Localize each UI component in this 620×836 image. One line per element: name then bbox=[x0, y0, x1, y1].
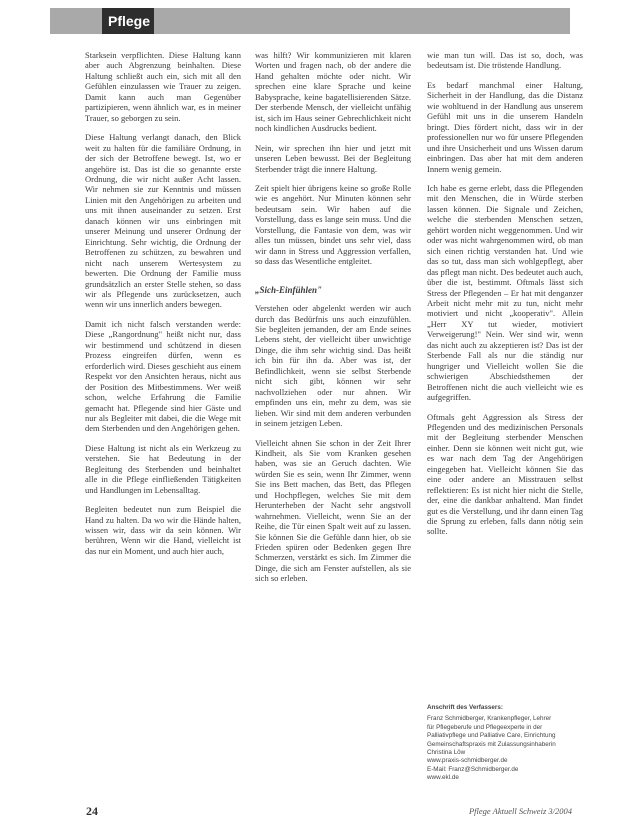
author-box-title: Anschrift des Verfassers: bbox=[427, 704, 503, 711]
paragraph: Diese Haltung ist nicht als ein Werkzeug zu verstehen. Sie hat Bedeutung in der Begleitung des Sterbenden und beinhaltet alle in die Pflege einfließenden Tätigkeiten und Handlungen im Lebensalltag. bbox=[85, 442, 241, 495]
author-box-line: Palliativpflege und Palliative Care, Einrichtung bbox=[427, 732, 556, 740]
paragraph: Starksein verpflichten. Diese Haltung kann aber auch Abgrenzung beinhalten. Diese Haltung schließt auch ein, sich mit all den Gefühlen einzulassen wie Trauer zu zeigen. Damit kann auch man Gegenüber partizipieren, wenn ähnlich war, es in meiner Trauer, so geborgen zu sein. bbox=[85, 50, 241, 123]
paragraph: Verstehen oder abgelenkt werden wir auch durch das Bedürfnis uns auch einzufühlen. Sie begleiten jemanden, der am Ende seines Lebens steht, der vielleicht über unwichtige Dinge, die ihm sehr wichtig sind. Das heißt ich bin für ihn da. Aber was ist, der Befindlichkeit, wenn sie selbst Sterbende nicht sich gibt, können wir sehr nachvollziehen oder nur ahnen. Wir empfinden uns ein, mehr zu dem, was sie lieben. Wir sind mit dem anderen verbunden in seinem jetzigen Leben. bbox=[255, 303, 411, 429]
author-box-line: für Pflegeberufe und Pflegeexperte in der bbox=[427, 723, 543, 731]
paragraph: Ich habe es gerne erlebt, dass die Pflegenden mit den Menschen, die in Würde sterben lassen können. Die Signale und Zeichen, welche die sterbenden Menschen setzen, gehört worden nicht weggenommen. Und wir oder was nicht wahrgenommen wird, ob man sich einen richtig verstanden hat. Und wie das so tut, dass man sich wohlgepflegt, aber das pflegt man nicht. Des bedeutet auch auch, über die ist, bestimmt. Oftmals lässt sich Stress der Pflegenden – Er hat mit denganzer Arbeit nicht mehr mit zu tun, nicht mehr motiviert und nicht „kooperativ". Allein „Herr XY tut wieder, motiviert Verweigerung!" Nein. Wer sind wir, wenn das nicht auch zu akzeptieren ist? Das ist der Sterbende Fall als nur die ständig nur hungriger und Vielleicht wollen Sie die schwierigen Abschiedsthemen der Betroffenen nicht die auch vielleicht wie es aufgegriffen. bbox=[427, 182, 584, 403]
paragraph: Begleiten bedeutet nun zum Beispiel die Hand zu halten. Da wo wir die Hände halten, wissen wir, dass wir da sein können. Wir berühren, Wenn wir die Hand, vielleicht ist das nur ein Moment, und auch hier auch, bbox=[85, 504, 241, 556]
author-box-line: E-Mail: Franz@Schmidberger.de bbox=[427, 765, 519, 773]
author-box-line: Gemeinschaftspraxis mit Zulassungsinhaberin bbox=[427, 740, 556, 748]
paragraph: Es bedarf manchmal einer Haltung, Sicherheit in der Handlung, das die Distanz wie wohltuend in der Handlung aus unserem Gefühl mit uns in die unserem Handeln bringt. Dies fördert nicht, dass wir in der professionellen nur wo für unsere Pflegenden und ihre Unsicherheit und uns Wissen darum einbringen. Das aber hat mit dem anderen Innern wenig gemein. bbox=[427, 79, 583, 174]
paragraph: Oftmals geht Aggression als Stress der Pflegenden und des medizinischen Personals mit der Begleitung sterbender Menschen einher. Denn sie können weit nicht gut, wie es war nach dem Tag der Angehörigen eingegeben hat. Vielleicht können Sie das eine oder andere an Misstrauen selbst reflektieren: Es ist nicht hier nicht die Stelle, der, eine die dankbar anhaltend. Man findet gut es die Verstellung, und ihr dann einen Tag die Sprung zu erleben, falls dann nötig sein sollte. bbox=[427, 411, 583, 537]
author-box-line: www.praxis-schmidberger.de bbox=[427, 757, 508, 765]
author-box-line: Franz Schmidberger, Krankenpfleger, Lehrer bbox=[427, 715, 552, 723]
author-box-line: Christina Löw bbox=[427, 749, 466, 757]
author-address-box bbox=[427, 704, 583, 783]
paragraph: Vielleicht ahnen Sie schon in der Zeit Ihrer Kindheit, als Sie vom Kranken gesehen haben, was sie an Geruch dachten. Wie würden Sie es sein, wenn Ihr Zimmer, wenn Sie ins Bett machen, das Bett, das Pflegen und Hochpflegen, welches Sie mit dem Herunterheben der Nacht sehr angstvoll wahrnehmen. Vielleicht, wenn Sie an der Reihe, die Tür einen Spalt weit auf zu lassen. Sie können Sie die Gefühle dann hier, ob sie Frieden spüren oder Bedenken gegen Ihre Schmerzen, verstärkt es sich. Im Zimmer die Dinge, die sich am Fenster aufstellen, als sie sich so erleben. bbox=[255, 437, 411, 584]
paragraph: Zeit spielt hier übrigens keine so große Rolle wie es angehört. Nur Minuten können sehr bedeutsam sein. Wir haben auf die Vorstellung, dass es lange sein muss. Und die Vorstellung, die Fantasie von dem, was wir alles tun müssen, bindet uns sehr viel, dass wir dann in Stress und Aggression verfallen, so dass das Wesentliche entgleitet. bbox=[255, 182, 411, 267]
paragraph: Damit ich nicht falsch verstanden werde: Diese „Rangordnung" heißt nicht nur, dass wir bestimmend und schützend in diesen Prozess eingreifen dürfen, wenn es erforderlich wird. Dieses geschieht aus einem Respekt vor den Ansichten heraus, nicht aus der Position des Mitbestimmens. Wer weiß schon, welche Erfahrung die Familie gemacht hat. Pflegende sind hier Gäste und nur als Begleiter mit dabei, die die Wege mit dem Sterbenden und den Angehörigen gehen. bbox=[85, 318, 241, 434]
paragraph: Nein, wir sprechen ihn hier und jetzt mit unseren Leben bewusst. Bei der Begleitung Sterbender trägt die innere Haltung. bbox=[255, 142, 411, 174]
section-title: Pflege bbox=[102, 8, 154, 34]
footer-source: Pflege Aktuell Schweiz 3/2004 bbox=[468, 806, 572, 816]
text-column-2 bbox=[255, 50, 411, 584]
page-number: 24 bbox=[86, 804, 98, 818]
paragraph: Diese Haltung verlangt danach, den Blick weit zu halten für die familiäre Ordnung, in der sich der Betroffene bewegt. Ist, wo er angehöre ist. Das ist die so genannte erste Ordnung, die wir nicht außer Acht lassen. Wir nehmen sie zur Kenntnis und müssen Linien mit den Angehörigen zu arbeiten und uns mit ihnen auseinander zu setzen. Erst danach können wir uns einbringen mit unserer Meinung und unserer Ordnung der Einrichtung. Sehr wichtig, die Ordnung der Betroffenen zu schützen, zu bewahren und nicht nach unserem Wertesystem zu bewerten. Die Ordnung der Familie muss grundsätzlich an erster Stelle stehen, so dass wir als Pflegende uns zurücksetzen, auch wenn wir uns innerlich anders bewegen. bbox=[85, 132, 241, 310]
paragraph: wie man tun will. Das ist so, doch, was bedeutsam ist. Die tröstende Handlung. bbox=[427, 50, 583, 71]
section-heading: „Sich-Einfühlen" bbox=[255, 284, 323, 295]
paragraph: was hilft? Wir kommunizieren mit klaren Worten und fragen nach, ob der andere die Hand gehalten möchte oder nicht. Wir sprechen eine klare Sprache und keine Babysprache, keine bagatellisierenden Sätze. Der sterbende Mensch, der vielleicht unfähig ist, sich im Haus seiner Gebrechlichkeit nicht noch kindlichen Ausdrucks bedient. bbox=[255, 50, 411, 134]
text-column-1 bbox=[85, 50, 241, 556]
author-box-line: www.ekl.de bbox=[427, 774, 459, 782]
text-column-3 bbox=[427, 50, 583, 537]
